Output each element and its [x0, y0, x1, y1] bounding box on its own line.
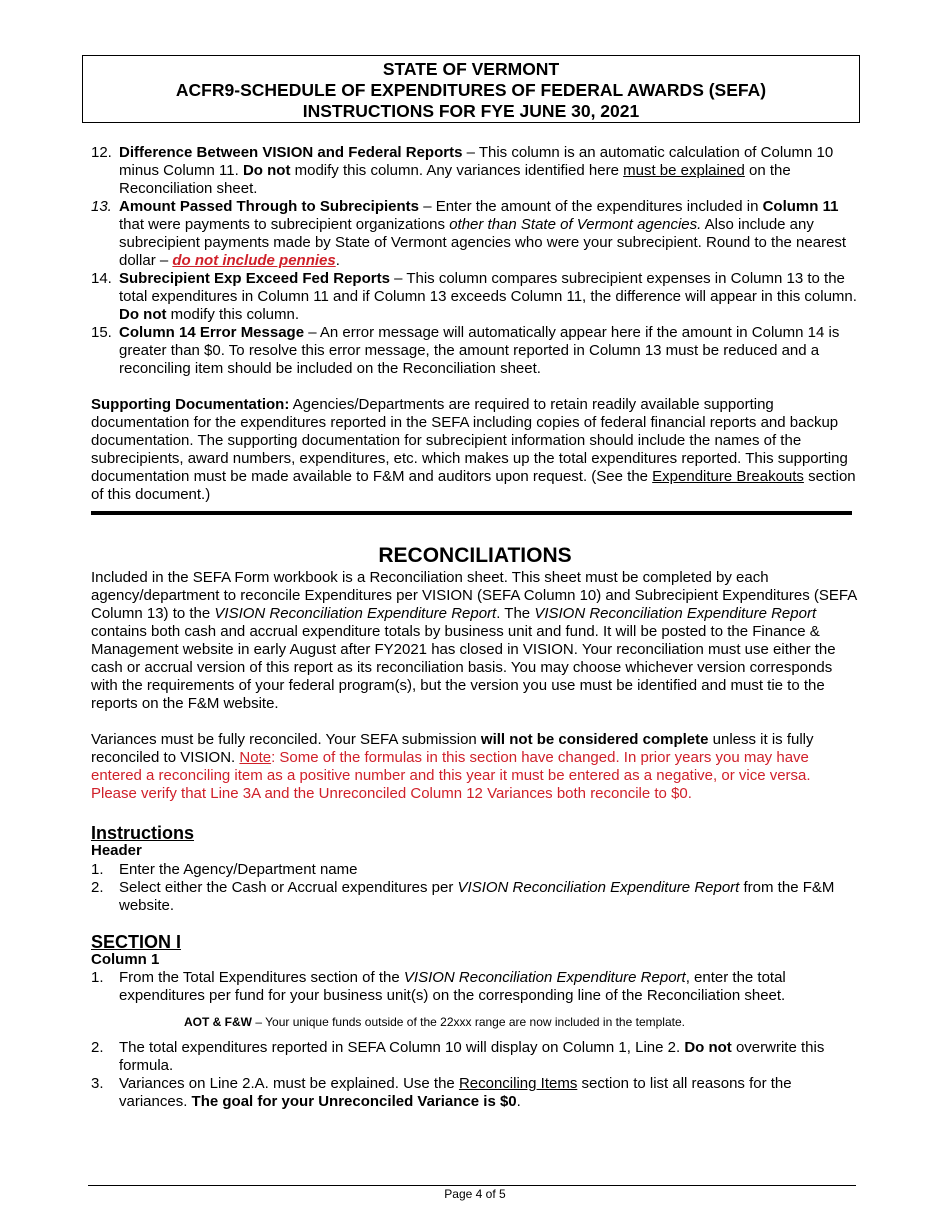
section-divider — [91, 511, 852, 515]
list-item: 13. Amount Passed Through to Subrecipients – Enter the amount of the expenditures included in Column 11 that were payments to subrecipient organizations other than State of Vermont agencies. Also include any subrecipient payments made by State of Vermont agencies who were your subrecipient. Round to the nearest dollar – do not include pennies. — [91, 198, 847, 269]
header-instructions-list — [91, 861, 859, 915]
section-i-heading: SECTION I — [91, 932, 182, 952]
supporting-documentation: Supporting Documentation: Agencies/Departments are required to retain readily available supporting documentation for the expenditures reported in the SEFA including copies of federal financial reports and backup documentation. The supporting documentation for subrecipient information should include the names of the subrecipients, award numbers, expenditures, etc. which makes up the total expenditures reported. This supporting documentation must be made available to F&M and auditors upon request. (See the Expenditure Breakouts section of this document.) — [91, 396, 856, 503]
reconciliations-content — [91, 569, 859, 1111]
list-item: 2. Select either the Cash or Accrual expenditures per VISION Reconciliation Expenditure Report from the F&M website. — [91, 879, 835, 914]
page-number: Page 4 of 5 — [444, 1187, 506, 1201]
aot-fw-note: AOT & F&W – Your unique funds outside of the 22xxx range are now included in the template. — [184, 1015, 685, 1029]
reconciliations-paragraph: Included in the SEFA Form workbook is a Reconciliation sheet. This sheet must be completed by each agency/department to reconcile Expenditures per VISION (SEFA Column 10) and Subrecipient Expenditures (SEFA Column 13) to the VISION Reconciliation Expenditure Report. The VISION Reconciliation Expenditure Report contains both cash and accrual expenditure totals by business unit and fund. It will be posted to the Finance & Management website in early August after FY2021 has closed in VISION. Your reconciliation must use either the cash or accrual version of this report as its reconciliation basis. You may choose whichever version corresponds with the requirements of your federal program(s), but the version you use must be identified and must tie to the reports on the F&M website. — [91, 569, 857, 712]
list-item: 2. The total expenditures reported in SEFA Column 10 will display on Column 1, Line 2. Do not overwrite this formula. — [91, 1039, 825, 1074]
instructions-heading: Instructions — [91, 823, 195, 843]
section-i-list — [91, 969, 859, 1005]
list-item: 12. Difference Between VISION and Federal Reports – This column is an automatic calculation of Column 10 minus Column 11. Do not modify this column. Any variances identified here must be explained on the Reconciliation sheet. — [91, 144, 834, 197]
reconciliations-title: RECONCILIATIONS — [378, 544, 572, 567]
item-number: 13. — [91, 198, 112, 215]
item-number: 12. — [91, 144, 112, 161]
list-item: 14. Subrecipient Exp Exceed Fed Reports – This column compares subrecipient expenses in Column 13 to the total expenditures in Column 11 and if Column 13 exceeds Column 11, the difference will appear in this column. Do not modify this column. — [91, 270, 857, 323]
header-fye: INSTRUCTIONS FOR FYE JUNE 30, 2021 — [302, 101, 640, 121]
column-instructions-list — [91, 144, 859, 378]
list-item: 15. Column 14 Error Message – An error message will automatically appear here if the amount in Column 14 is greater than $0. To resolve this error message, the amount reported in Column 13 must be reduced and a reconciling item should be included on the Reconciliation sheet. — [91, 324, 840, 377]
column-1-subheading: Column 1 — [91, 951, 160, 968]
header-state: STATE OF VERMONT — [382, 59, 560, 79]
no-pennies-warning: do not include pennies — [172, 252, 336, 269]
document-header — [82, 55, 860, 123]
header-form-title: ACFR9-SCHEDULE OF EXPENDITURES OF FEDERAL AWARDS (SEFA) — [175, 80, 767, 100]
list-item: 1. Enter the Agency/Department name — [91, 861, 358, 878]
header-subheading: Header — [91, 842, 142, 859]
item-number: 15. — [91, 324, 112, 341]
top-content — [91, 144, 859, 504]
list-item: 1. From the Total Expenditures section of the VISION Reconciliation Expenditure Report, enter the total expenditures per fund for your business unit(s) on the corresponding line of the Reconciliation sheet. — [91, 969, 786, 1004]
expenditure-breakouts-link[interactable]: Expenditure Breakouts — [652, 468, 804, 485]
variances-paragraph: Variances must be fully reconciled. Your SEFA submission will not be considered complete unless it is fully reconciled to VISION. Note: Some of the formulas in this section have changed. In prior years you may have entered a reconciling item as a positive number and this year it must be entered as a negative, or vice versa. Please verify that Line 3A and the Unreconciled Column 12 Variances both reconcile to $0. — [91, 731, 814, 802]
item-number: 14. — [91, 270, 112, 287]
section-i-list-continued — [91, 1039, 859, 1111]
list-item: 3. Variances on Line 2.A. must be explained. Use the Reconciling Items section to list all reasons for the variances. The goal for your Unreconciled Variance is $0. — [91, 1075, 792, 1110]
reconciling-items-link[interactable]: Reconciling Items — [458, 1075, 578, 1092]
footer-divider — [88, 1185, 856, 1186]
